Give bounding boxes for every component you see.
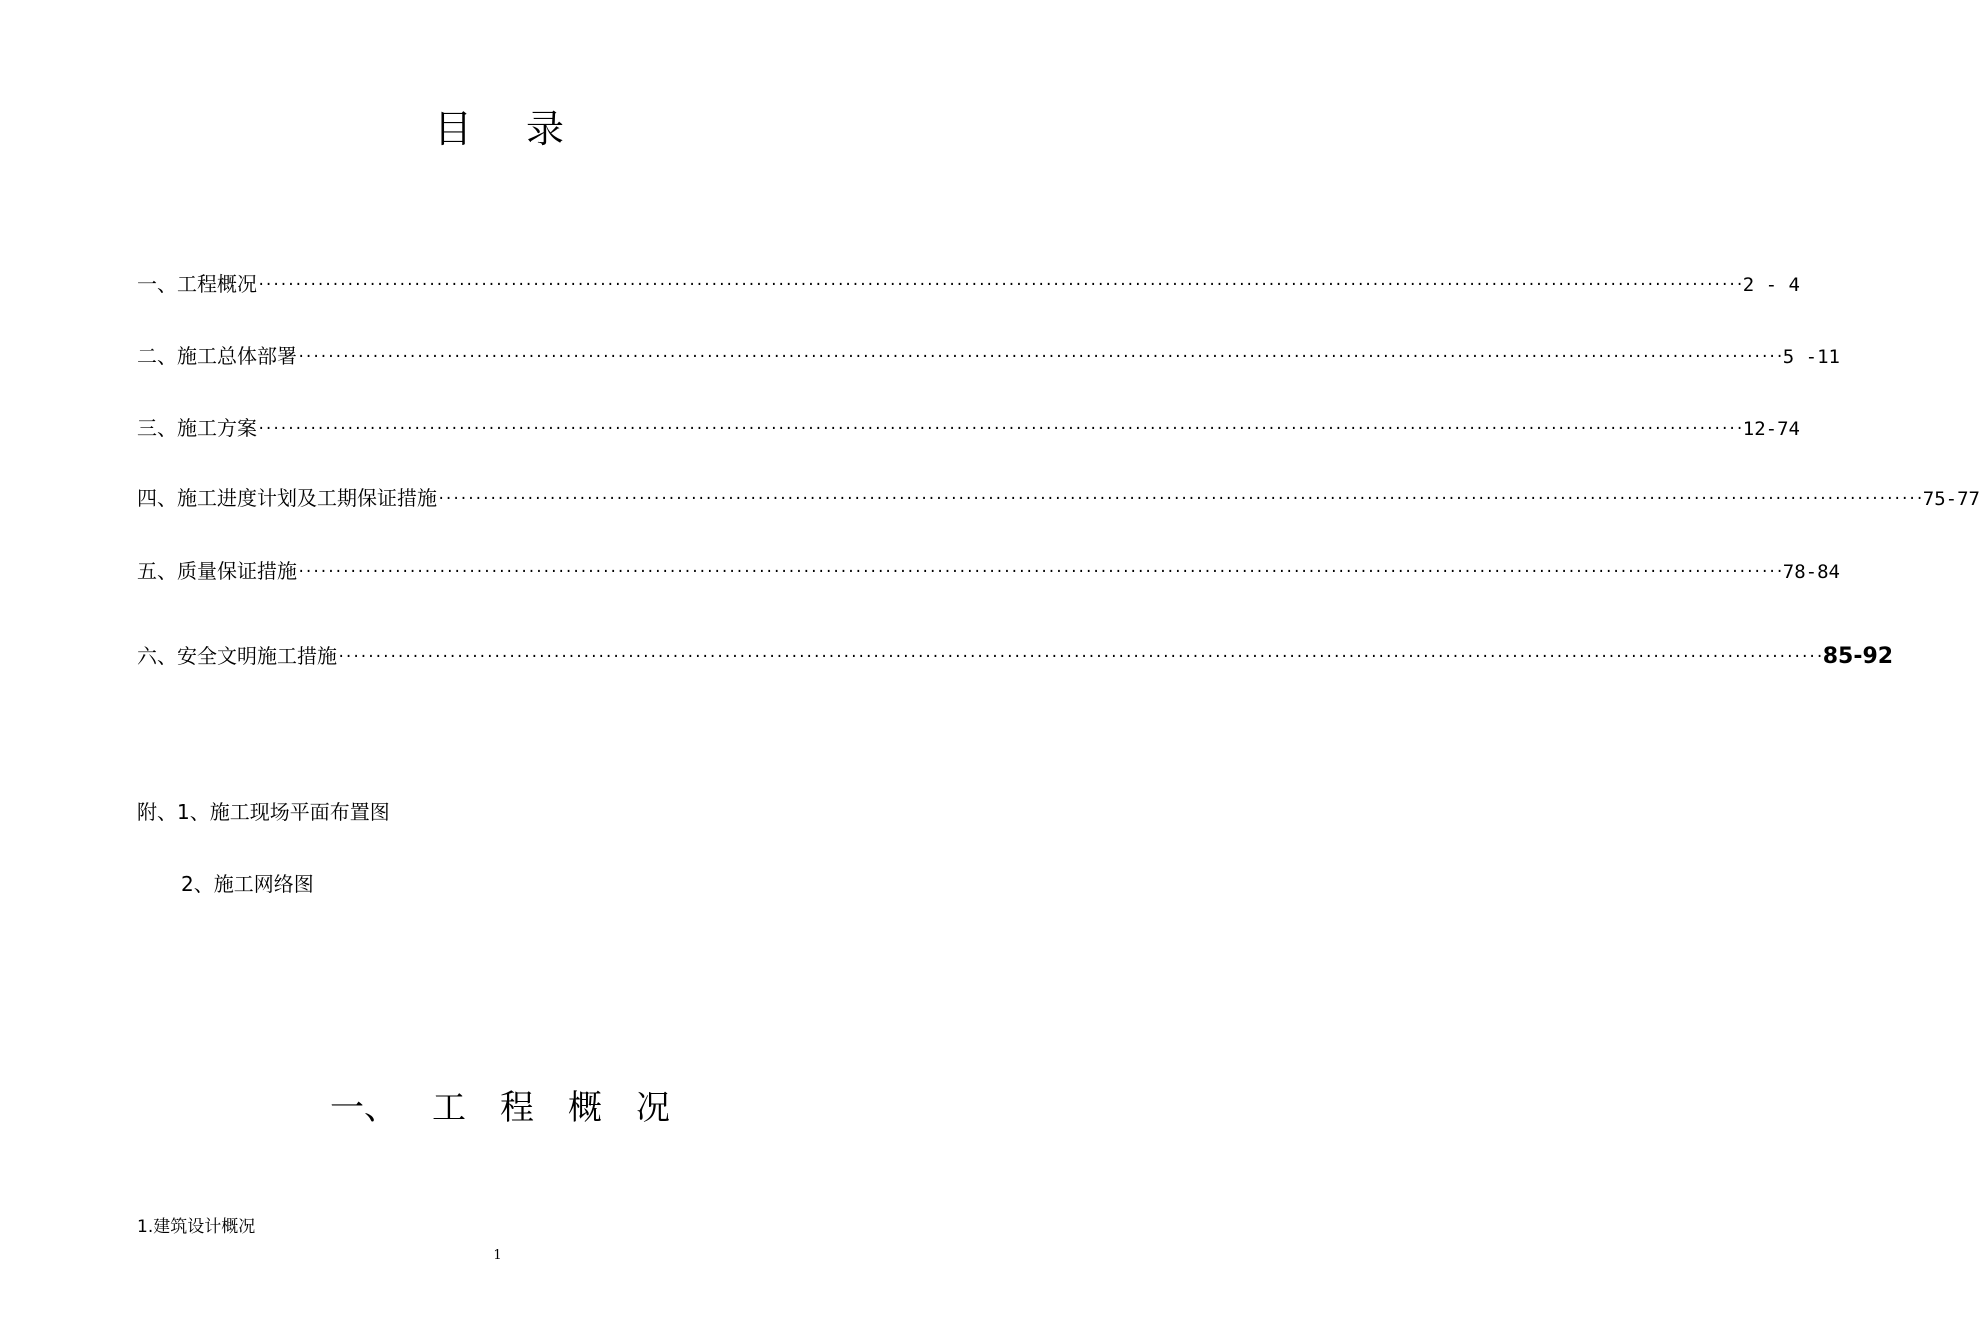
leader-dots: ········································································································································································································ bbox=[297, 349, 1783, 365]
subsection-heading: 1.建筑设计概况 bbox=[137, 1217, 256, 1237]
toc-entry[interactable] bbox=[137, 482, 1980, 512]
appendix-item: 2、施工网络图 bbox=[181, 872, 314, 896]
leader-dots: ········································································································································································································ bbox=[437, 491, 1923, 507]
leader-dots: ········································································································································································································ bbox=[297, 564, 1783, 580]
toc-entry-label: 四、施工进度计划及工期保证措施 bbox=[137, 486, 437, 510]
toc-entry-page: 5 -11 bbox=[1782, 346, 1840, 368]
toc-entry[interactable] bbox=[137, 268, 1800, 298]
toc-entry-label: 一、工程概况 bbox=[137, 272, 257, 296]
toc-entry-page: 75-77 bbox=[1922, 488, 1980, 510]
toc-title bbox=[0, 98, 1000, 153]
leader-dots: ········································································································································································································ bbox=[257, 421, 1743, 437]
leader-dots: ········································································································································································································ bbox=[337, 649, 1823, 665]
page-number: 1 bbox=[493, 1248, 502, 1263]
toc-entry-page: 12-74 bbox=[1742, 418, 1800, 440]
section-title-char: 程 bbox=[500, 1088, 534, 1128]
toc-entry-label: 三、施工方案 bbox=[137, 416, 257, 440]
toc-entry[interactable] bbox=[137, 555, 1840, 585]
section-title-char: 一、 bbox=[330, 1088, 398, 1128]
section-title-char: 概 bbox=[568, 1088, 602, 1128]
section-title bbox=[330, 1080, 704, 1129]
leader-dots: ········································································································································································································ bbox=[257, 277, 1743, 293]
toc-entry-label: 五、质量保证措施 bbox=[137, 559, 297, 583]
appendix-item: 附、1、施工现场平面布置图 bbox=[137, 800, 390, 824]
section-title-char: 工 bbox=[432, 1088, 466, 1128]
toc-title-char: 录 bbox=[526, 107, 567, 151]
toc-entry-page: 2 - 4 bbox=[1742, 274, 1800, 296]
section-title-char: 况 bbox=[636, 1088, 670, 1128]
toc-entry-label: 二、施工总体部署 bbox=[137, 344, 297, 368]
toc-title-char: 目 bbox=[433, 107, 474, 151]
toc-entry[interactable] bbox=[137, 412, 1800, 442]
toc-entry[interactable] bbox=[137, 640, 1894, 670]
toc-entry[interactable] bbox=[137, 340, 1840, 370]
toc-entry-label: 六、安全文明施工措施 bbox=[137, 644, 337, 668]
toc-entry-page: 85-92 bbox=[1822, 644, 1894, 669]
toc-entry-page: 78-84 bbox=[1782, 561, 1840, 583]
